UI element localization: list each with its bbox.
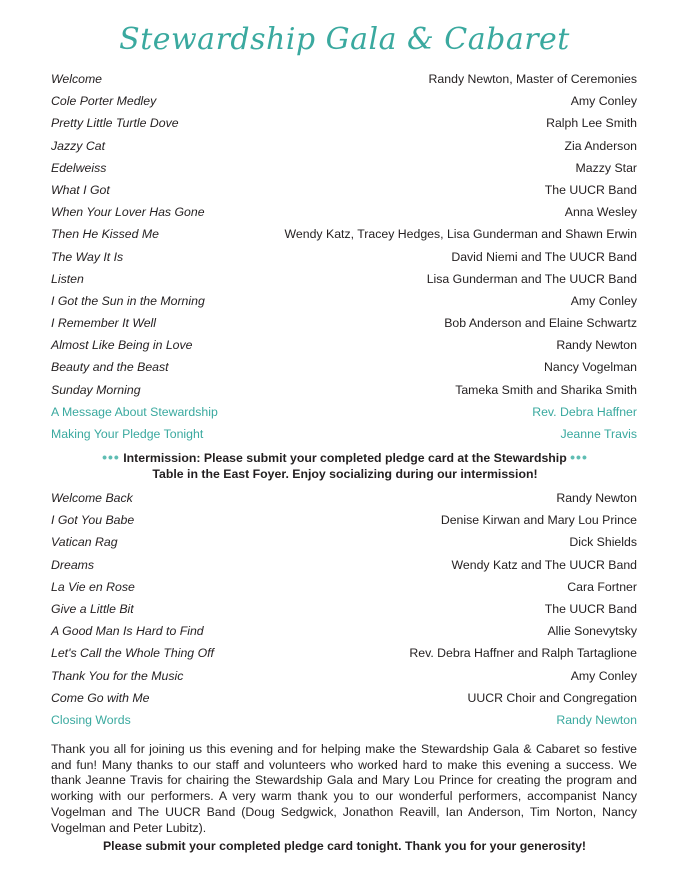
song-title: Beauty and the Beast	[51, 360, 169, 375]
song-title: When Your Lover Has Gone	[51, 205, 205, 220]
program-row	[51, 312, 637, 334]
thanks-paragraph: Thank you all for joining us this evening and for helping make the Stewardship Gala & Cabaret so festive and fun! Many thanks to our staff and volunteers who worked hard to make this evening a success. We thank Jeanne Travis for chairing the Stewardship Gala and Mary Lou Prince for creating the program and working with our performers. A very warm thank you to our wonderful performers, accompanist Nancy Vogelman and The UUCR Band (Doug Sedgwick, Jonathon Reavill, Ian Anderson, Tim Norton, Nancy Vogelman and Peter Lubitz).	[51, 742, 637, 835]
program-row	[51, 68, 637, 90]
program-row	[51, 356, 637, 378]
song-title: What I Got	[51, 182, 110, 197]
program-row	[51, 423, 637, 445]
song-title: Pretty Little Turtle Dove	[51, 116, 179, 131]
performer-name: Zia Anderson	[564, 138, 637, 153]
intermission-line2: Table in the East Foyer. Enjoy socializing during our intermission!	[152, 467, 538, 481]
song-title: Come Go with Me	[51, 690, 150, 705]
song-title: The Way It Is	[51, 249, 124, 264]
performer-name: Nancy Vogelman	[544, 360, 637, 375]
performer-name: Randy Newton	[556, 712, 637, 727]
song-title: Cole Porter Medley	[51, 94, 157, 109]
performer-name: Wendy Katz, Tracey Hedges, Lisa Gunderman and Shawn Erwin	[284, 227, 637, 242]
intermission-notice	[60, 449, 630, 482]
program-row	[51, 709, 637, 731]
song-title: Let's Call the Whole Thing Off	[51, 646, 214, 661]
program-row	[51, 531, 637, 553]
performer-name: The UUCR Band	[544, 601, 637, 616]
performer-name: Amy Conley	[570, 94, 637, 109]
song-title: Give a Little Bit	[51, 601, 134, 616]
performer-name: Lisa Gunderman and The UUCR Band	[426, 271, 637, 286]
performer-name: Mazzy Star	[575, 160, 637, 175]
program-row	[51, 665, 637, 687]
program-row	[51, 576, 637, 598]
program-row	[51, 223, 637, 245]
program-row	[51, 112, 637, 134]
program-row	[51, 90, 637, 112]
performer-name: Bob Anderson and Elaine Schwartz	[444, 316, 637, 331]
dots-left: •••	[102, 449, 120, 465]
program-row	[51, 201, 637, 223]
song-title: Edelweiss	[51, 160, 107, 175]
performer-name: Denise Kirwan and Mary Lou Prince	[440, 513, 637, 528]
performer-name: Cara Fortner	[567, 579, 637, 594]
performer-name: Allie Sonevytsky	[547, 624, 637, 639]
song-title: I Remember It Well	[51, 316, 157, 331]
song-title: Then He Kissed Me	[51, 227, 159, 242]
program-row	[51, 334, 637, 356]
performer-name: Rev. Debra Haffner	[532, 404, 637, 419]
performer-name: David Niemi and The UUCR Band	[451, 249, 637, 264]
song-title: Sunday Morning	[51, 382, 141, 397]
program-row	[51, 401, 637, 423]
song-title: Welcome Back	[51, 491, 133, 505]
performer-name: UUCR Choir and Congregation	[467, 690, 637, 705]
song-title: Welcome	[51, 72, 103, 86]
program-row	[51, 598, 637, 620]
closing-line: Please submit your completed pledge card tonight. Thank you for your generosity!	[102, 839, 587, 853]
song-title: Thank You for the Music	[51, 668, 184, 683]
performer-name: Amy Conley	[570, 668, 637, 683]
program-list-part1	[51, 68, 637, 445]
performer-name: Dick Shields	[569, 535, 637, 550]
program-row	[51, 487, 637, 509]
program-row	[51, 290, 637, 312]
performer-name: Jeanne Travis	[560, 427, 637, 441]
program-row	[51, 179, 637, 201]
program-row	[51, 157, 637, 179]
song-title: I Got the Sun in the Morning	[51, 293, 205, 308]
program-row	[51, 620, 637, 642]
song-title: A Message About Stewardship	[51, 404, 218, 419]
performer-name: Randy Newton	[556, 338, 637, 353]
dots-right: •••	[570, 449, 588, 465]
performer-name: Randy Newton, Master of Ceremonies	[428, 72, 637, 86]
song-title: Vatican Rag	[51, 535, 118, 550]
performer-name: Anna Wesley	[564, 205, 637, 220]
program-row	[51, 246, 637, 268]
intermission-line1	[60, 449, 630, 466]
program-list-part2	[51, 487, 637, 731]
program-row	[51, 554, 637, 576]
performer-name: Randy Newton	[556, 491, 637, 505]
program-row	[51, 268, 637, 290]
performer-name: The UUCR Band	[544, 182, 637, 197]
performer-name: Ralph Lee Smith	[546, 116, 637, 131]
song-title: Closing Words	[51, 712, 131, 727]
program-row	[51, 379, 637, 401]
song-title: Making Your Pledge Tonight	[51, 427, 204, 441]
program-row	[51, 642, 637, 664]
program-row	[51, 509, 637, 531]
program-row	[51, 135, 637, 157]
page-title: Stewardship Gala & Cabaret	[119, 22, 570, 57]
performer-name: Rev. Debra Haffner and Ralph Tartaglione	[409, 646, 637, 661]
song-title: Almost Like Being in Love	[51, 338, 193, 353]
song-title: Jazzy Cat	[51, 138, 105, 153]
performer-name: Tameka Smith and Sharika Smith	[455, 382, 637, 397]
performer-name: Wendy Katz and The UUCR Band	[451, 557, 637, 572]
performer-name: Amy Conley	[570, 293, 637, 308]
intermission-text1: Intermission: Please submit your completed pledge card at the Stewardship	[123, 451, 567, 465]
song-title: A Good Man Is Hard to Find	[51, 624, 204, 639]
program-row	[51, 687, 637, 709]
song-title: Listen	[51, 271, 84, 286]
song-title: Dreams	[51, 557, 95, 572]
song-title: I Got You Babe	[51, 513, 135, 528]
song-title: La Vie en Rose	[51, 579, 135, 594]
